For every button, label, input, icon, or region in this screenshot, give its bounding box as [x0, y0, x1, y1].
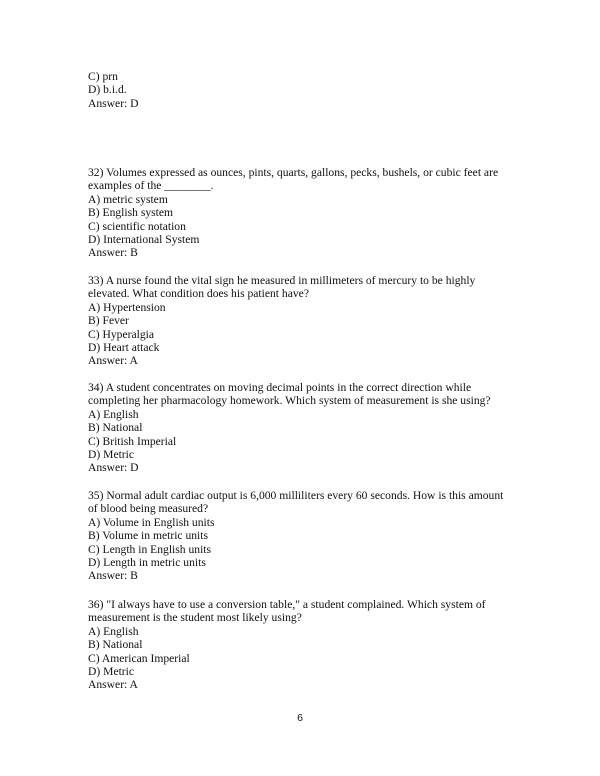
page-number: 6 — [297, 712, 303, 724]
option-b: B) English system — [88, 206, 174, 220]
option-d: D) Length in metric units — [88, 556, 206, 570]
answer: Answer: A — [88, 678, 138, 692]
option-c: C) Hyperalgia — [88, 327, 154, 341]
option-a: A) Volume in English units — [88, 515, 215, 529]
option-b: B) National — [88, 421, 143, 435]
question-34 — [88, 381, 528, 475]
option-b: B) Fever — [88, 314, 129, 328]
question-stem-line: measurement is the student most likely using? — [88, 611, 302, 625]
option-d: D) Metric — [88, 448, 135, 462]
option-c: C) Length in English units — [88, 542, 212, 556]
option-d: D) International System — [88, 233, 200, 247]
question-stem-line: 36) "I always have to use a conversion table," a student complained. Which system of — [88, 598, 486, 611]
option-c: C) scientific notation — [88, 219, 186, 233]
option-d: D) b.i.d. — [88, 83, 127, 97]
answer: Answer: B — [88, 246, 138, 260]
question-33 — [88, 274, 528, 368]
option-a: A) metric system — [88, 192, 168, 206]
question-stem-line: of blood being measured? — [88, 502, 209, 516]
question-stem-line: completing her pharmacology homework. Which system of measurement is she using? — [88, 394, 491, 408]
option-d: D) Metric — [88, 665, 135, 679]
question-31-tail — [88, 70, 528, 110]
option-c: C) British Imperial — [88, 434, 177, 448]
question-32 — [88, 166, 528, 260]
option-a: A) English — [88, 624, 139, 638]
answer: Answer: A — [88, 354, 138, 368]
answer: Answer: D — [88, 461, 139, 475]
question-stem-line: 33) A nurse found the vital sign he measured in millimeters of mercury to be highly — [88, 274, 476, 287]
question-stem-line: 34) A student concentrates on moving decimal points in the correct direction while — [88, 381, 472, 394]
question-stem-line: examples of the ________. — [88, 179, 214, 193]
option-a: A) English — [88, 407, 139, 421]
question-stem-line: elevated. What condition does his patient have? — [88, 287, 309, 301]
answer: Answer: B — [88, 569, 138, 583]
question-36 — [88, 598, 528, 692]
answer: Answer: D — [88, 96, 139, 110]
option-c: C) American Imperial — [88, 651, 190, 665]
question-35 — [88, 489, 528, 583]
option-c: C) prn — [88, 70, 118, 83]
option-d: D) Heart attack — [88, 341, 160, 355]
option-b: B) Volume in metric units — [88, 529, 209, 543]
question-stem-line: 35) Normal adult cardiac output is 6,000 milliliters every 60 seconds. How is this amount — [88, 489, 504, 502]
option-a: A) Hypertension — [88, 300, 166, 314]
question-stem-line: 32) Volumes expressed as ounces, pints, quarts, gallons, pecks, bushels, or cubic feet are — [88, 166, 499, 179]
option-b: B) National — [88, 638, 143, 652]
